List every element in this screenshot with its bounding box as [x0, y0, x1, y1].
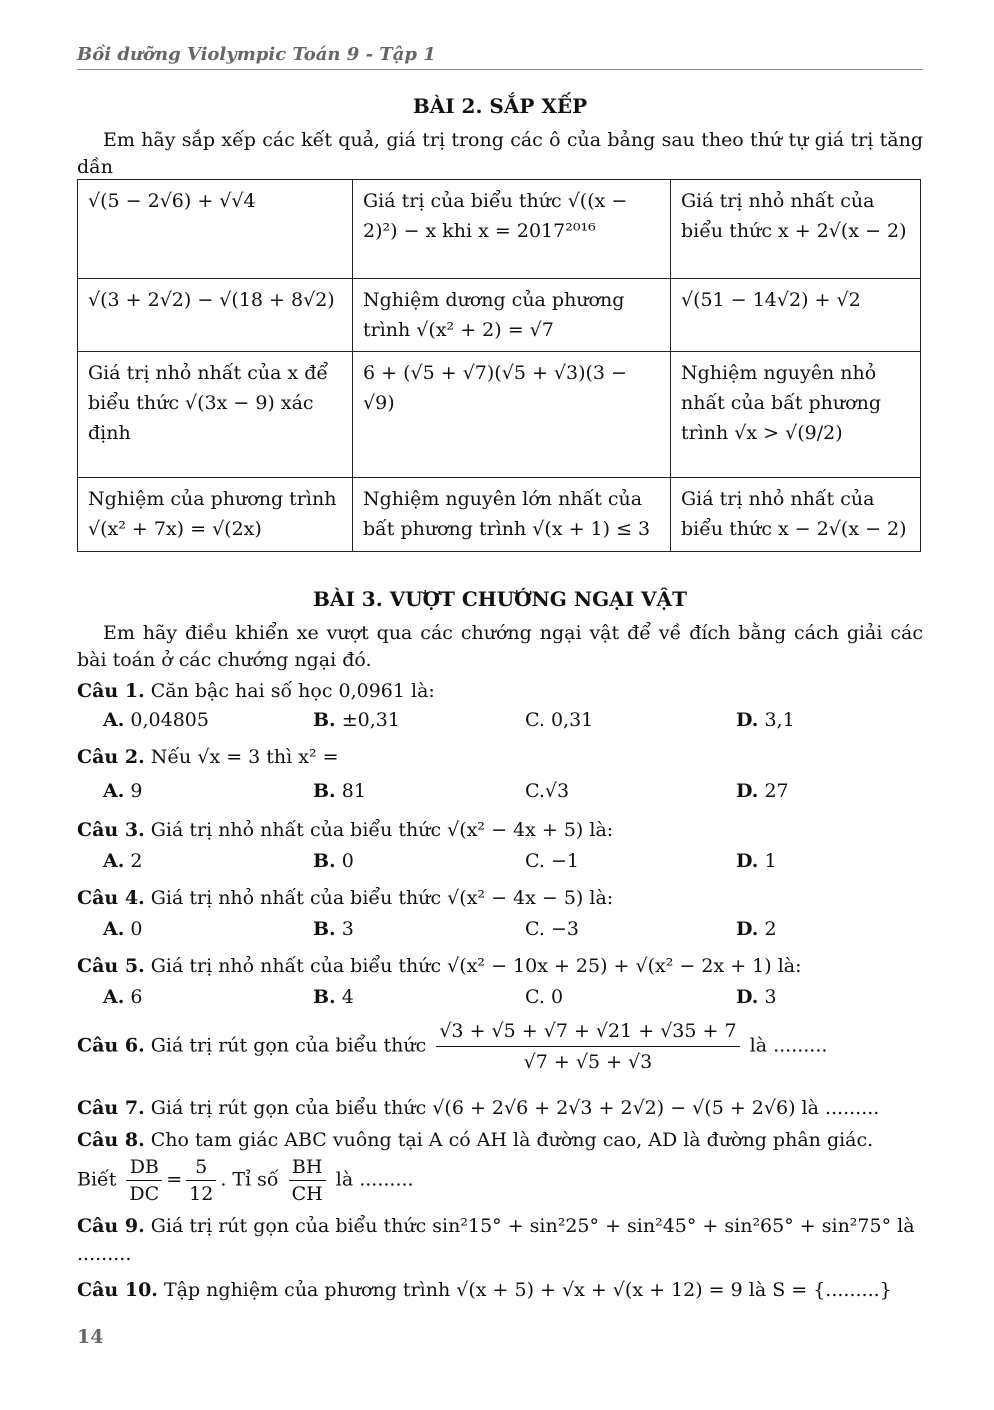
- table-cell: Nghiệm dương của phương trình √(x² + 2) = √7: [353, 279, 671, 352]
- table-cell: 6 + (√5 + √7)(√5 + √3)(3 − √9): [353, 352, 671, 478]
- table-cell: Nghiệm nguyên lớn nhất của bất phương trình √(x + 1) ≤ 3: [353, 478, 671, 552]
- option-a: A. 0: [103, 918, 143, 940]
- option-d: D. 3,1: [736, 709, 795, 731]
- fraction: $\frac{DB}{DC}$: [126, 1154, 162, 1207]
- question-9: Câu 9. Giá trị rút gọn của biểu thức sin²15° + sin²25° + sin²45° + sin²65° + sin²75° là .........: [77, 1215, 915, 1265]
- bai3-intro: Em hãy điều khiển xe vượt qua các chướng ngại vật để về đích bằng cách giải các bài toán ở các chướng ngại đó.: [77, 622, 923, 671]
- question-3: Câu 3. Giá trị nhỏ nhất của biểu thức √(x² − 4x + 5) là:: [77, 819, 614, 841]
- options-5: [103, 986, 923, 1014]
- option-a: A. 9: [103, 780, 143, 802]
- option-b: B. 0: [313, 850, 354, 872]
- options-2: [103, 780, 923, 808]
- fraction: $\frac{BH}{CH}$: [289, 1154, 326, 1207]
- page-number: 14: [77, 1326, 104, 1348]
- table-cell: √(51 − 14√2) + √2: [671, 279, 921, 352]
- table-cell: Giá trị nhỏ nhất của biểu thức x + 2√(x − 2): [671, 180, 921, 279]
- running-header: Bồi dưỡng Violympic Toán 9 - Tập 1: [77, 44, 923, 70]
- option-a: A. 2: [103, 850, 143, 872]
- options-4: [103, 918, 923, 946]
- fraction: $\frac{√3 + √5 + √7 + √21 + √35 + 7}{√7 + √5 + √3}$: [436, 1016, 739, 1077]
- question-2: Câu 2. Nếu √x = 3 thì x² =: [77, 746, 339, 768]
- option-c: C. −1: [525, 850, 579, 872]
- option-d: D. 1: [736, 850, 777, 872]
- table-cell: Nghiệm của phương trình √(x² + 7x) = √(2x): [78, 478, 353, 552]
- question-7: Câu 7. Giá trị rút gọn của biểu thức √(6 + 2√6 + 2√3 + 2√2) − √(5 + 2√6) là .........: [77, 1097, 880, 1119]
- question-10: Câu 10. Tập nghiệm của phương trình √(x + 5) + √x + √(x + 12) = 9 là S = {.........}: [77, 1279, 892, 1301]
- sort-table: [77, 179, 921, 552]
- option-d: D. 27: [736, 780, 789, 802]
- option-a: A. 0,04805: [103, 709, 209, 731]
- bai2-intro: Em hãy sắp xếp các kết quả, giá trị trong các ô của bảng sau theo thứ tự giá trị tăng dần: [77, 129, 923, 178]
- option-b: B. 3: [313, 918, 354, 940]
- table-cell: √(5 − 2√6) + √√4: [78, 180, 353, 279]
- table-cell: Nghiệm nguyên nhỏ nhất của bất phương trình √x > √(9/2): [671, 352, 921, 478]
- table-cell: Giá trị nhỏ nhất của biểu thức x − 2√(x − 2): [671, 478, 921, 552]
- table-cell: Giá trị nhỏ nhất của x để biểu thức √(3x − 9) xác định: [78, 352, 353, 478]
- option-b: B. 81: [313, 780, 366, 802]
- option-c: C.√3: [525, 780, 570, 802]
- bai3-title: BÀI 3. VƯỢT CHƯỚNG NGẠI VẬT: [313, 587, 687, 611]
- question-4: Câu 4. Giá trị nhỏ nhất của biểu thức √(x² − 4x − 5) là:: [77, 887, 614, 909]
- table-cell: √(3 + 2√2) − √(18 + 8√2): [78, 279, 353, 352]
- option-c: C. 0,31: [525, 709, 594, 731]
- option-d: D. 2: [736, 918, 777, 940]
- fraction: $\frac{5}{12}$: [186, 1154, 216, 1207]
- option-a: A. 6: [103, 986, 143, 1008]
- table-cell: Giá trị của biểu thức √((x − 2)²) − x khi x = 2017²⁰¹⁶: [353, 180, 671, 279]
- options-3: [103, 850, 923, 878]
- bai2-title: BÀI 2. SẮP XẾP: [412, 94, 588, 118]
- options-1: [103, 709, 923, 737]
- option-c: C. 0: [525, 986, 564, 1008]
- option-d: D. 3: [736, 986, 777, 1008]
- question-8: Câu 8. Cho tam giác ABC vuông tại A có AH là đường cao, AD là đường phân giác.: [77, 1129, 874, 1151]
- question-8-line-2: Biết $\frac{DB}{DC}$ = $\frac{5}{12}$ . Tỉ số $\frac{BH}{CH}$ là .........: [77, 1156, 414, 1205]
- question-5: Câu 5. Giá trị nhỏ nhất của biểu thức √(x² − 10x + 25) + √(x² − 2x + 1) là:: [77, 955, 802, 977]
- question-6: Câu 6. Giá trị rút gọn của biểu thức $\frac{√3 + √5 + √7 + √21 + √35 + 7}{√7 + √5 + √3}$ là .........: [77, 1016, 923, 1077]
- question-1: Câu 1. Căn bậc hai số học 0,0961 là:: [77, 680, 435, 702]
- option-b: B. ±0,31: [313, 709, 400, 731]
- option-b: B. 4: [313, 986, 354, 1008]
- option-c: C. −3: [525, 918, 579, 940]
